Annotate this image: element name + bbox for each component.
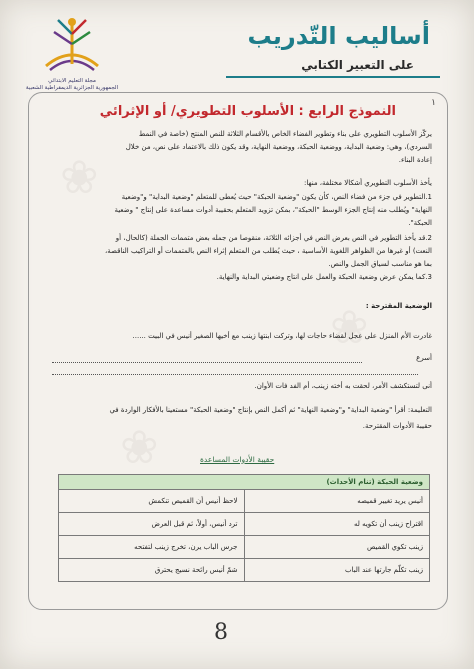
corner-number: ١ <box>431 98 436 108</box>
magazine-logo-icon <box>36 14 108 80</box>
background-watermark: ❀ <box>60 150 99 204</box>
table-row <box>59 513 430 536</box>
logo-caption-line: مجلة التعليم الابتدائي <box>48 78 96 84</box>
table-cell: اقتراح زينب أن تكويه له <box>244 513 430 536</box>
logo-caption-line: الجمهورية الجزائرية الديمقراطية الشعبية <box>25 85 119 91</box>
table-row <box>59 559 430 582</box>
background-watermark: ❀ <box>330 300 369 354</box>
toolkit-title: حقيبة الأدوات المساعدة <box>200 455 275 464</box>
list-item-line: 2.قد يأخذ التطوير في النص بعرض النص في أجزائه الثلاثة، منقوصا من جمله بعض متممات الجملة (كالحال، أو <box>115 234 432 242</box>
list-item-line: 1.التطوير في جزء من فضاء النص، كأن يكون "وضعية الحبكة" حيث يُعطى للمتعلم "وضعية البداية" و"وضعية <box>121 193 432 201</box>
table-header-cell: وضعية الحبكة (تنام الأحداث) <box>59 475 430 490</box>
background-watermark: ❀ <box>120 420 159 474</box>
instruction-line: حقيبة الأدوات المقترحة. <box>362 422 432 430</box>
toolkit-table <box>58 474 430 582</box>
proposed-label: الوضعية المقترحة : <box>365 302 432 310</box>
section-title: النموذج الرابع : الأسلوب التطويري/ أو الإثرائي <box>99 104 396 119</box>
proposed-text-end: أسرع <box>416 354 432 362</box>
proposed-text-line: غادرت الأم المنزل على عجل لقضاء حاجات لها، وتركت ابنتها زينب مع أخيها الصغير أنيس في البيت ...... <box>132 332 432 340</box>
table-header-row <box>59 475 430 490</box>
list-item-line: النعت) أو غيرها من الظواهر اللغوية الأساسية ، حيث يُطلب من المتعلم إثراء النص بالمتممات أو التراكيب الناقصة، <box>104 247 432 255</box>
forms-heading: يأخذ الأسلوب التطويري أشكالا مختلفة، منها: <box>303 179 432 187</box>
intro-line: يركّز الأسلوب التطويري على بناء وتطوير الفضاء الخاص بالأقسام الثلاثة للنص المنتج (خاصة في النمط <box>138 130 432 138</box>
list-item-line: النهاية" ويُطلب منه إنتاج الجزء الوسط "الحبكة"، بمكن تزويد المتعلم بحقيبة أدوات مساعدة على إنتاج " وضعية <box>114 206 432 214</box>
intro-line: السردي)، وهي: وضعية البداية، ووضعية الحبكة، ووضعية النهاية، وقد يكون ذلك بالاعتماد على نص، من خلال <box>125 143 432 151</box>
table-cell: لاحظ أنيس أن القميص تنكمش <box>59 490 245 513</box>
intro-line: إعادة البناء. <box>398 156 432 164</box>
blank-writing-line <box>52 374 418 375</box>
table-cell: زينب تكوي القميص <box>244 536 430 559</box>
page-number: 8 <box>214 620 228 645</box>
table-row <box>59 536 430 559</box>
instruction-line: التعليمة: أقرأ "وضعية البداية" و"وضعية النهاية" ثم أكمل النص بإنتاج "وضعية الحبكة" مستعينا بالأفكار الواردة في <box>109 406 432 414</box>
table-cell: زينب تكلّم جارتها عند الباب <box>244 559 430 582</box>
list-item-line: الحبكة". <box>408 219 432 227</box>
list-item-line: بما هو مناسب لسياق الجمل والنص. <box>328 260 432 268</box>
header-subtitle: على التعبير الكتابي <box>301 58 414 72</box>
header-divider <box>226 76 440 78</box>
table-cell: أنيس يريد تغيير قميصه <box>244 490 430 513</box>
header-title: أساليب التّدريب <box>247 22 430 50</box>
list-item-line: 3.كما يمكن عرض وضعية الحبكة والعمل على انتاج وضعيتي البداية والنهاية. <box>216 273 432 281</box>
table-row <box>59 490 430 513</box>
table-cell: ترد أنيس، أولاً، ثم قبل العرض <box>59 513 245 536</box>
table-cell: شمّ أنيس رائحة نسيج يحترق <box>59 559 245 582</box>
table-cell: جرس الباب يرن، تخرج زينب لتفتحه <box>59 536 245 559</box>
logo-caption <box>24 78 120 92</box>
proposed-text-line: أنى لتستكشف الأمر، لحقت به أخته زينب، أم الفد فات الأوان. <box>254 382 432 390</box>
